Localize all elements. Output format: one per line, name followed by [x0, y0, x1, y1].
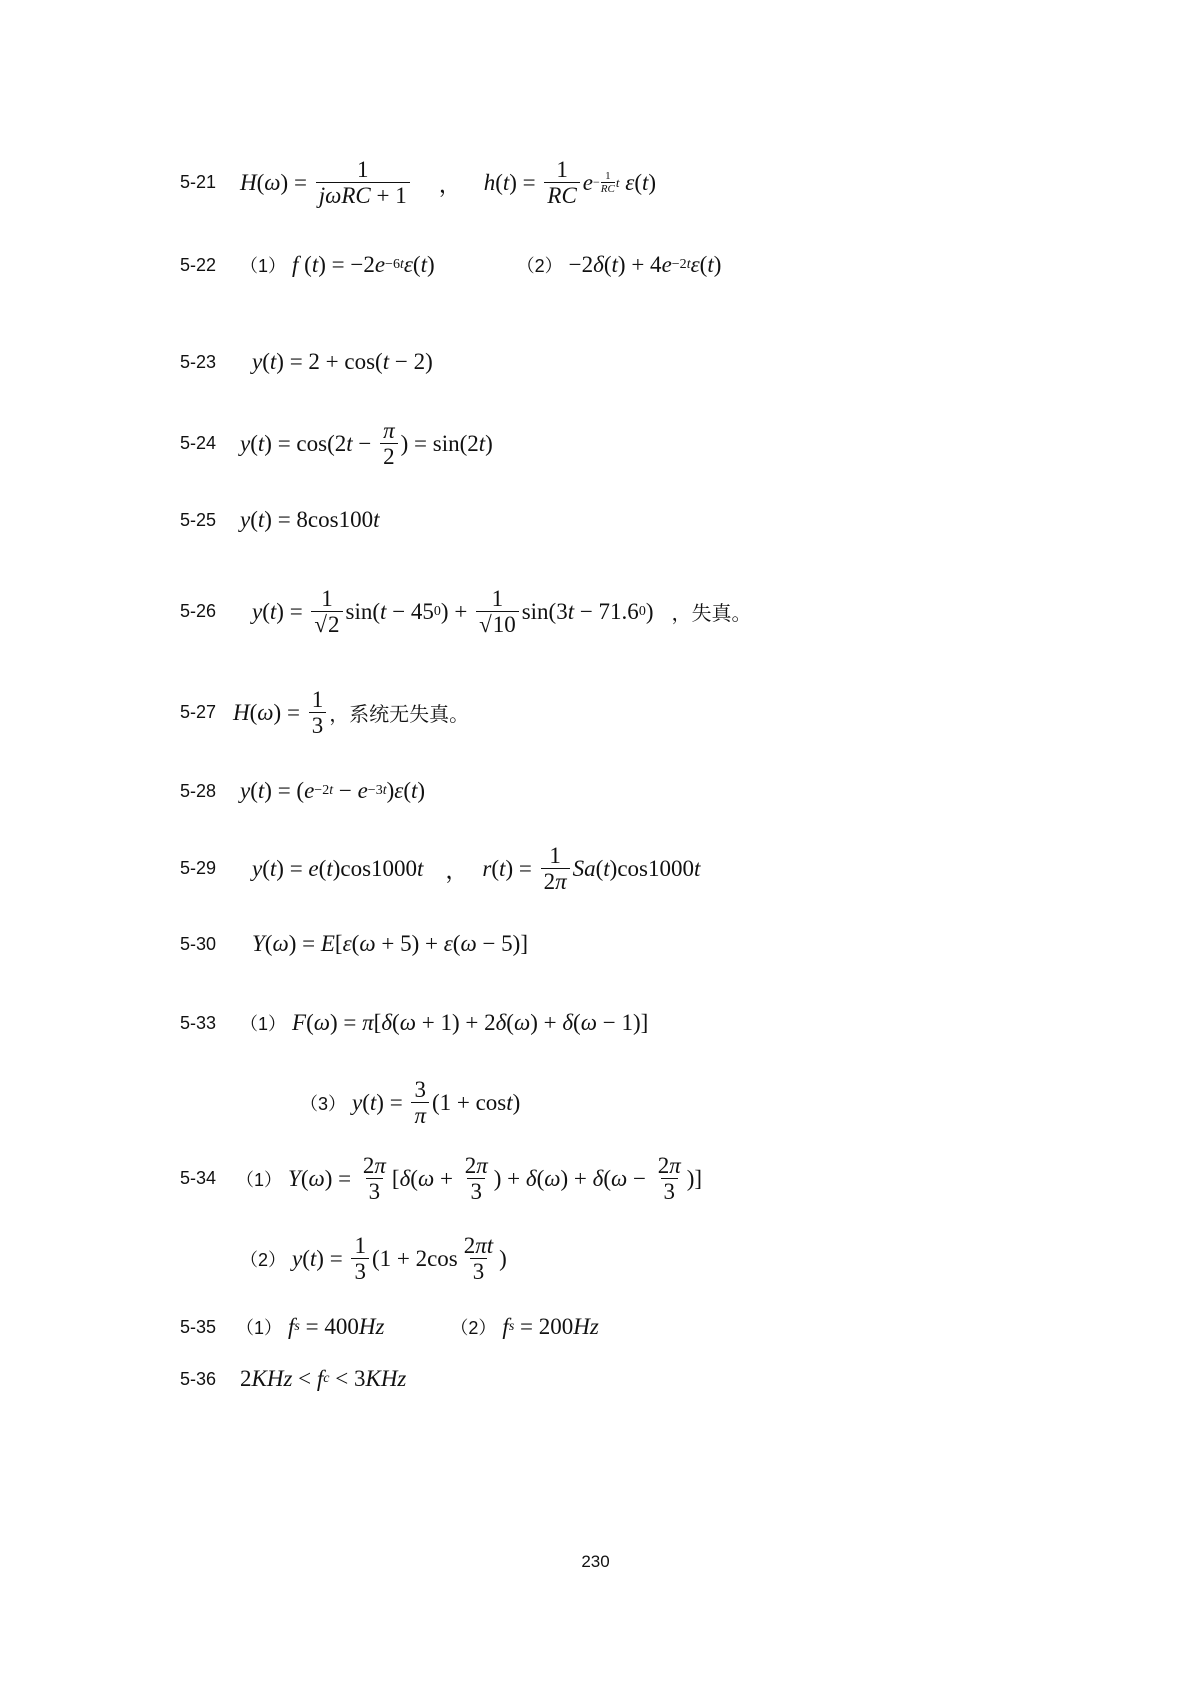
answer-5-34-part2 [240, 1233, 507, 1285]
problem-number: 5-25 [180, 509, 217, 530]
answer-5-24 [180, 418, 493, 470]
answer-5-29 [180, 843, 700, 895]
formula: H ( ω ) = $\frac{1}{\text{jωRC + 1}}$ ， h ( t ) = $\frac{1}{RC}$ e − $\frac{1}{RC}$ t ε ( t ) [240, 157, 657, 209]
formula: y ( t ) = cos(2 t − $\frac{\pi}{2}$ ) = sin(2 t ) [240, 418, 493, 470]
problem-number: 5-23 [180, 351, 217, 372]
problem-number: 5-22 [180, 254, 217, 275]
answer-5-25 [180, 507, 379, 533]
formula: y ( t ) = e ( t )cos1000 t ， r ( t ) = $\frac{1}{2\pi}$ Sa ( t )cos1000 t [252, 843, 701, 895]
formula: y ( t ) = ( e −2t − e −3t ) ε ( t ) [240, 778, 426, 803]
note-text: ，失真。 [671, 601, 752, 626]
formula: −2 δ ( t ) + 4 e −2t ε ( t ) [568, 252, 722, 277]
answer-5-27 [180, 687, 469, 739]
note-text: ，系统无失真。 [329, 702, 470, 727]
problem-number: 5-29 [180, 858, 217, 879]
formula: y ( t ) = $\frac{1}{√2}$ sin( t − 45 0 ) + $\frac{1}{√10}$ sin(3 t − 71.6 0 ) [252, 586, 654, 638]
answer-5-35 [180, 1314, 599, 1340]
formula: Y ( ω ) = E [ ε ( ω + 5) + ε ( ω − 5)] [252, 931, 528, 956]
problem-number: 5-35 [180, 1316, 217, 1337]
problem-number: 5-21 [180, 172, 217, 193]
formula: F ( ω ) = π [ δ ( ω + 1) + 2 δ ( ω ) + δ ( ω − 1)] [292, 1010, 649, 1035]
problem-number: 5-34 [180, 1168, 217, 1189]
answer-5-28 [180, 778, 425, 804]
problem-number: 5-30 [180, 933, 217, 954]
answer-5-26 [180, 586, 751, 638]
problem-number: 5-24 [180, 433, 217, 454]
answer-5-33-part3 [300, 1077, 520, 1129]
problem-number: 5-28 [180, 780, 217, 801]
formula: y ( t ) = $\frac{3}{\pi}$ (1 + cos t ) [352, 1077, 521, 1129]
part-label: （2） [240, 1249, 287, 1270]
part-label: （2） [450, 1318, 497, 1338]
answer-5-22 [180, 252, 721, 278]
answer-5-23 [180, 349, 433, 375]
formula: y ( t ) = 8cos100 t [240, 507, 380, 532]
formula: f s = 400 Hz [288, 1314, 385, 1339]
formula: f ( t ) = −2 e −6t ε ( t ) [292, 252, 435, 277]
part-label: （1） [240, 256, 287, 276]
part-label: （1） [240, 1014, 287, 1034]
problem-number: 5-36 [180, 1368, 217, 1389]
formula: y ( t ) = 2 + cos( t − 2) [252, 349, 433, 374]
answer-5-30 [180, 931, 528, 957]
answer-5-21 [180, 157, 656, 209]
formula: Y ( ω ) = $\frac{2\pi}{3}$ [ δ ( ω + $\frac{2\pi}{3}$ ) + δ ( ω ) + δ ( ω − $\frac{2\pi}{3}$ )] [288, 1153, 703, 1205]
page-number: 230 [581, 1552, 610, 1571]
part-label: （1） [236, 1169, 283, 1190]
part-label: （1） [236, 1318, 283, 1338]
answer-5-34 [180, 1153, 702, 1205]
answer-5-33 [180, 1010, 648, 1036]
formula: H ( ω ) = $\frac{1}{3}$ [233, 687, 329, 739]
problem-number: 5-27 [180, 702, 217, 723]
formula: f s = 200 Hz [502, 1314, 599, 1339]
part-label: （2） [516, 256, 563, 276]
problem-number: 5-33 [180, 1012, 217, 1033]
answer-5-36 [180, 1366, 406, 1392]
formula: y ( t ) = $\frac{1}{3}$ (1 + 2cos $\frac{2\pi t}{3}$ ) [292, 1233, 507, 1285]
formula: 2 KHz < f c < 3 KHz [240, 1366, 407, 1391]
problem-number: 5-26 [180, 601, 217, 622]
part-label: （3） [300, 1093, 347, 1114]
